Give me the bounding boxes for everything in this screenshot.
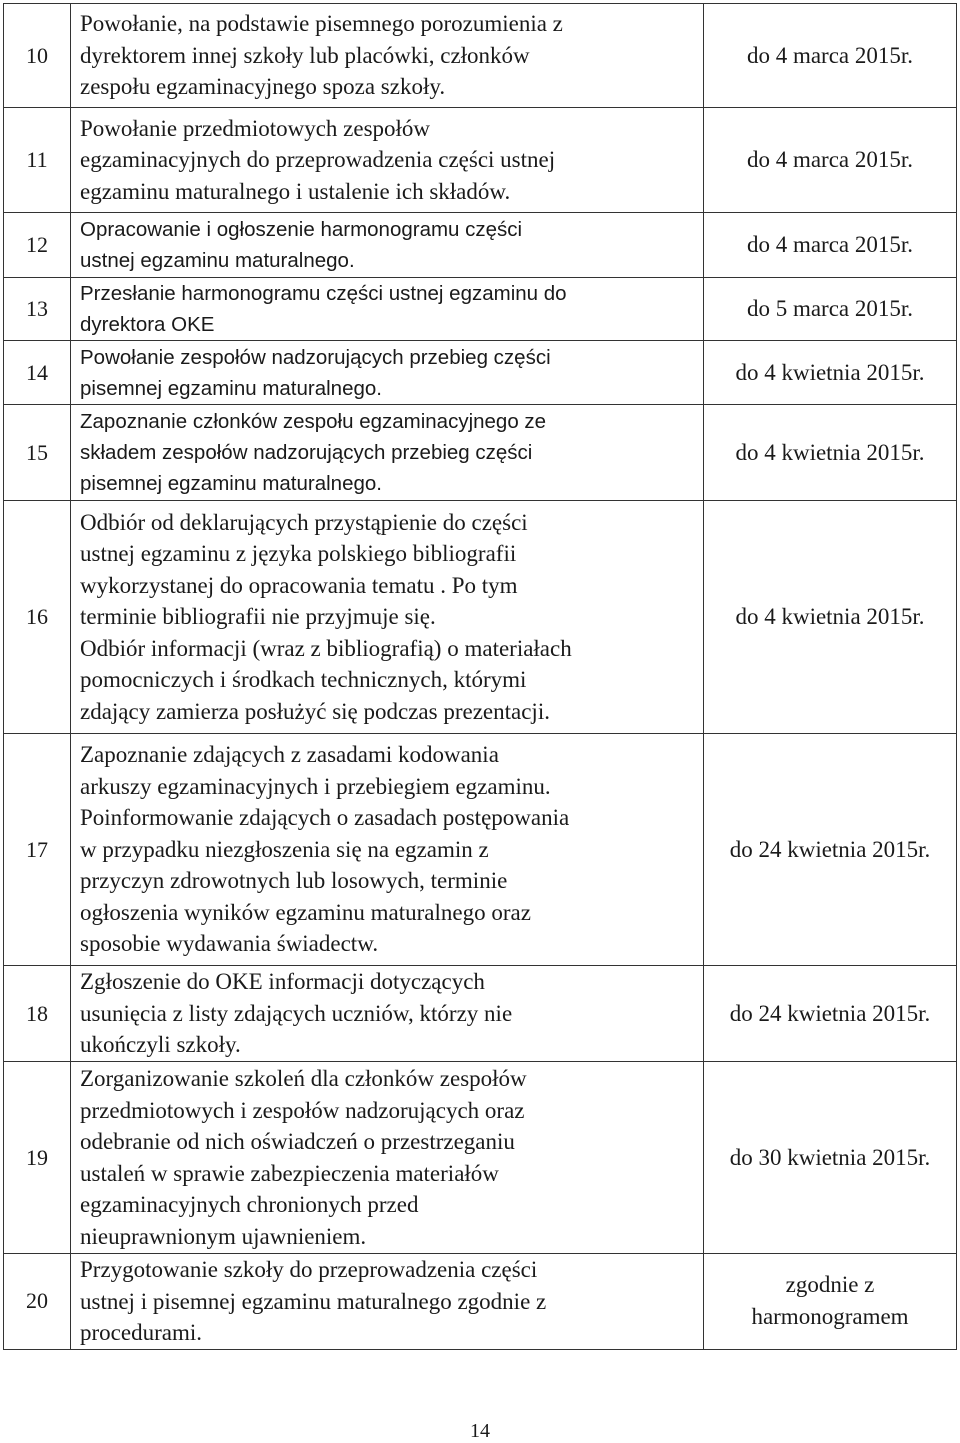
task-cell (71, 4, 704, 108)
deadline: do 4 marca 2015r. (746, 147, 914, 172)
task-line: pisemnej egzaminu maturalnego. (80, 376, 382, 400)
row-number: 20 (4, 1254, 71, 1350)
deadline-cell (704, 1254, 957, 1350)
task-line: dyrektora OKE (80, 313, 215, 336)
deadline-cell (704, 1062, 957, 1254)
table-row (4, 966, 957, 1062)
row-number: 10 (4, 4, 71, 108)
deadline-cell (704, 966, 957, 1062)
row-number: 12 (4, 213, 71, 278)
task-line: usunięcia z listy zdających uczniów, którzy nie (80, 1000, 513, 1026)
task-line: Zorganizowanie szkoleń dla członków zespołów (80, 1066, 527, 1091)
task-line: Odbiór od deklarujących przystąpienie do części (80, 509, 528, 535)
page-number: 14 (470, 1420, 490, 1442)
task-line: przyczyn zdrowotnych lub losowych, terminie (80, 868, 508, 894)
row-number: 13 (4, 278, 71, 341)
row-number: 14 (4, 341, 71, 405)
row-number: 16 (4, 501, 71, 734)
task-line: ustnej egzaminu z języka polskiego bibliografii (80, 541, 517, 567)
task-cell (71, 501, 704, 734)
task-line: ukończyli szkoły. (80, 1032, 241, 1058)
task-line: Powołanie zespołów nadzorujących przebieg części (80, 345, 551, 369)
task-line: Opracowanie i ogłoszenie harmonogramu części (80, 218, 523, 241)
deadline-cell (704, 108, 957, 213)
table-row (4, 734, 957, 966)
row-number: 17 (4, 734, 71, 966)
deadline-cell (704, 501, 957, 734)
task-line: egzaminacyjnych chronionych przed (80, 1192, 419, 1217)
task-line: składem zespołów nadzorujących przebieg części (80, 441, 533, 464)
task-cell (71, 734, 704, 966)
task-line: wykorzystanej do opracowania tematu . Po tym (80, 572, 518, 598)
row-number: 15 (4, 405, 71, 501)
task-line: Powołanie, na podstawie pisemnego porozumienia z (80, 11, 563, 37)
task-line: arkuszy egzaminacyjnych i przebiegiem egzaminu. (80, 773, 551, 799)
task-line: zdający zamierza posłużyć się podczas prezentacji. (80, 698, 550, 724)
task-line: procedurami. (80, 1320, 202, 1345)
deadline: do 4 kwietnia 2015r. (735, 359, 925, 385)
table-row (4, 405, 957, 501)
deadline: zgodnie z (785, 1272, 875, 1298)
task-line: nieuprawnionym ujawnieniem. (80, 1223, 367, 1249)
task-line: Zapoznanie członków zespołu egzaminacyjnego ze (80, 410, 547, 433)
task-cell (71, 1254, 704, 1350)
deadline-cell (704, 4, 957, 108)
table-row (4, 108, 957, 213)
row-number: 11 (4, 108, 71, 213)
table-row (4, 1062, 957, 1254)
deadline-cell (704, 213, 957, 278)
deadline: do 5 marca 2015r. (746, 296, 914, 321)
task-line: Zgłoszenie do OKE informacji dotyczących (80, 969, 485, 995)
deadline: do 30 kwietnia 2015r. (729, 1144, 931, 1170)
deadline: harmonogramem (751, 1304, 909, 1330)
task-line: w przypadku niezgłoszenia się na egzamin z (80, 836, 489, 862)
task-line: przedmiotowych i zespołów nadzorujących oraz (80, 1097, 525, 1123)
deadline-cell (704, 278, 957, 341)
task-line: ustnej egzaminu maturalnego. (80, 249, 355, 272)
deadline-cell (704, 405, 957, 501)
task-line: ustnej i pisemnej egzaminu maturalnego zgodnie z (80, 1288, 547, 1314)
task-line: terminie bibliografii nie przyjmuje się. (80, 604, 436, 630)
task-line: Poinformowanie zdających o zasadach postępowania (80, 805, 570, 831)
task-line: odebranie od nich oświadczeń o przestrzeganiu (80, 1129, 515, 1154)
table-row (4, 213, 957, 278)
deadline: do 4 kwietnia 2015r. (735, 439, 925, 465)
task-line: pisemnej egzaminu maturalnego. (80, 472, 382, 495)
row-number: 18 (4, 966, 71, 1062)
task-cell (71, 405, 704, 501)
row-number: 19 (4, 1062, 71, 1254)
task-line: zespołu egzaminacyjnego spoza szkoły. (80, 74, 446, 100)
task-cell (71, 966, 704, 1062)
task-cell (71, 278, 704, 341)
table-row (4, 1254, 957, 1350)
task-cell (71, 341, 704, 405)
table-row (4, 278, 957, 341)
task-line: egzaminu maturalnego i ustalenie ich składów. (80, 178, 511, 204)
deadline: do 24 kwietnia 2015r. (729, 836, 931, 862)
task-line: Zapoznanie zdających z zasadami kodowania (80, 742, 499, 768)
task-cell (71, 213, 704, 278)
table-row (4, 341, 957, 405)
task-line: Odbiór informacji (wraz z bibliografią) o materiałach (80, 635, 572, 661)
task-cell (71, 108, 704, 213)
task-line: egzaminacyjnych do przeprowadzenia części ustnej (80, 147, 556, 173)
deadline: do 24 kwietnia 2015r. (729, 1000, 931, 1026)
deadline: do 4 marca 2015r. (746, 232, 914, 257)
schedule-table (3, 3, 957, 1350)
task-line: ogłoszenia wyników egzaminu maturalnego oraz (80, 899, 531, 925)
table-row (4, 4, 957, 108)
task-line: ustaleń w sprawie zabezpieczenia materiałów (80, 1160, 499, 1186)
deadline: do 4 marca 2015r. (746, 42, 914, 68)
task-line: sposobie wydawania świadectw. (80, 931, 379, 957)
task-line: pomocniczych i środkach technicznych, którymi (80, 667, 527, 693)
task-line: dyrektorem innej szkoły lub placówki, członków (80, 42, 530, 68)
table-row (4, 501, 957, 734)
deadline: do 4 kwietnia 2015r. (735, 604, 925, 629)
task-line: Przygotowanie szkoły do przeprowadzenia części (80, 1257, 538, 1282)
deadline-cell (704, 341, 957, 405)
task-line: Przesłanie harmonogramu części ustnej egzaminu do (80, 282, 567, 305)
task-line: Powołanie przedmiotowych zespołów (80, 115, 431, 141)
deadline-cell (704, 734, 957, 966)
task-cell (71, 1062, 704, 1254)
